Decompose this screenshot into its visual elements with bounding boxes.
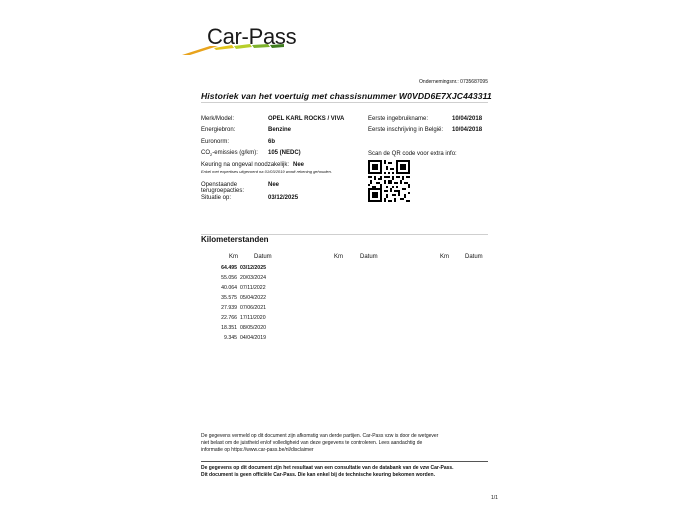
mileage-col-date-1: Datum: [254, 254, 272, 260]
qr-code-icon[interactable]: [368, 160, 410, 202]
first-use-value: 10/04/2018: [452, 116, 483, 122]
official-notice-line-1: De gegevens op dit document zijn het resultaat van een consultatie van de databank van de vzw Car-Pass.: [201, 465, 454, 471]
mileage-km: 27.939: [221, 305, 237, 311]
disclaimer-line-2: niet belast om de juistheid en/of volledigheid van deze gegevens te controleren. Lees aandachtig de: [201, 440, 423, 446]
mileage-col-km-3: Km: [440, 254, 449, 260]
page-number: 1/1: [491, 495, 498, 501]
header-divider: [201, 102, 488, 103]
footer-divider: [201, 461, 488, 462]
mileage-col-km-2: Km: [334, 254, 343, 260]
recalls-label-line-1: Openstaande: [201, 182, 238, 188]
mileage-date: 08/05/2020: [240, 325, 266, 331]
mileage-km: 9.345: [224, 335, 237, 341]
inspection-value: Nee: [293, 162, 305, 168]
recalls-label-line-2: terugroepacties:: [201, 188, 245, 194]
car-pass-logo: [180, 24, 297, 54]
enterprise-number: Ondernemingsnr.: 0735687095: [419, 79, 488, 85]
energy-value: Benzine: [268, 127, 292, 133]
mileage-km: 64.495: [221, 265, 237, 271]
euronorm-label: Euronorm:: [201, 139, 230, 145]
disclaimer-line-1: De gegevens vermeld op dit document zijn afkomstig van derde partijen. Car-Pass vzw is door de wetgever: [201, 433, 439, 439]
mileage-section-title: Kilometerstanden: [201, 235, 269, 244]
page-title: Historiek van het voertuig met chassisnummer W0VDD6E7XJC443311: [201, 91, 492, 101]
mileage-date: 17/11/2020: [240, 315, 266, 321]
make-model-label: Merk/Model:: [201, 116, 235, 122]
first-use-label: Eerste ingebruikname:: [368, 116, 429, 122]
mileage-date: 20/03/2024: [240, 275, 266, 281]
first-registration-value: 10/04/2018: [452, 127, 483, 133]
mileage-date: 07/11/2022: [240, 285, 266, 291]
euronorm-value: 6b: [268, 139, 276, 145]
first-registration-label: Eerste inschrijving in België:: [368, 127, 444, 133]
mileage-km: 55.056: [221, 275, 237, 281]
inspection-label: Keuring na ongeval noodzakelijk:: [201, 162, 290, 168]
situation-label: Situatie op:: [201, 195, 232, 201]
mileage-date: 07/06/2021: [240, 305, 266, 311]
mileage-km: 40.064: [221, 285, 237, 291]
logo-text: Car-Pass: [207, 24, 297, 49]
mileage-km: 22.766: [221, 315, 237, 321]
co2-label-prefix: CO: [201, 150, 210, 156]
situation-value: 03/12/2025: [268, 195, 299, 201]
mileage-col-date-2: Datum: [360, 254, 378, 260]
inspection-note: Enkel met expertises uitgevoerd na 01/03/2019 wordt rekening gehouden.: [201, 169, 332, 174]
mileage-km: 35.575: [221, 295, 237, 301]
mileage-table: [205, 265, 285, 347]
qr-label: Scan de QR code voor extra info:: [368, 151, 457, 157]
make-model-value: OPEL KARL ROCKS / VIVA: [268, 116, 345, 122]
energy-label: Energiebron:: [201, 127, 236, 133]
mileage-col-km-1: Km: [229, 254, 238, 260]
mileage-date: 03/12/2025: [240, 265, 266, 271]
co2-label-sub: 2: [210, 152, 213, 158]
mileage-date: 04/04/2019: [240, 335, 266, 341]
mileage-km: 18.351: [221, 325, 237, 331]
co2-label-suffix: -emissies (g/km):: [212, 150, 258, 156]
co2-label: [201, 150, 258, 158]
mileage-col-date-3: Datum: [465, 254, 483, 260]
co2-value: 105 (NEDC): [268, 150, 301, 156]
official-notice-line-2: Dit document is geen officiële Car-Pass. Die kan enkel bij de technische keuring bekomen worden.: [201, 472, 435, 478]
mileage-date: 05/04/2022: [240, 295, 266, 301]
disclaimer-line-3: informatie op https://www.car-pass.be/nl/disclaimer: [201, 447, 314, 453]
recalls-value: Nee: [268, 182, 280, 188]
